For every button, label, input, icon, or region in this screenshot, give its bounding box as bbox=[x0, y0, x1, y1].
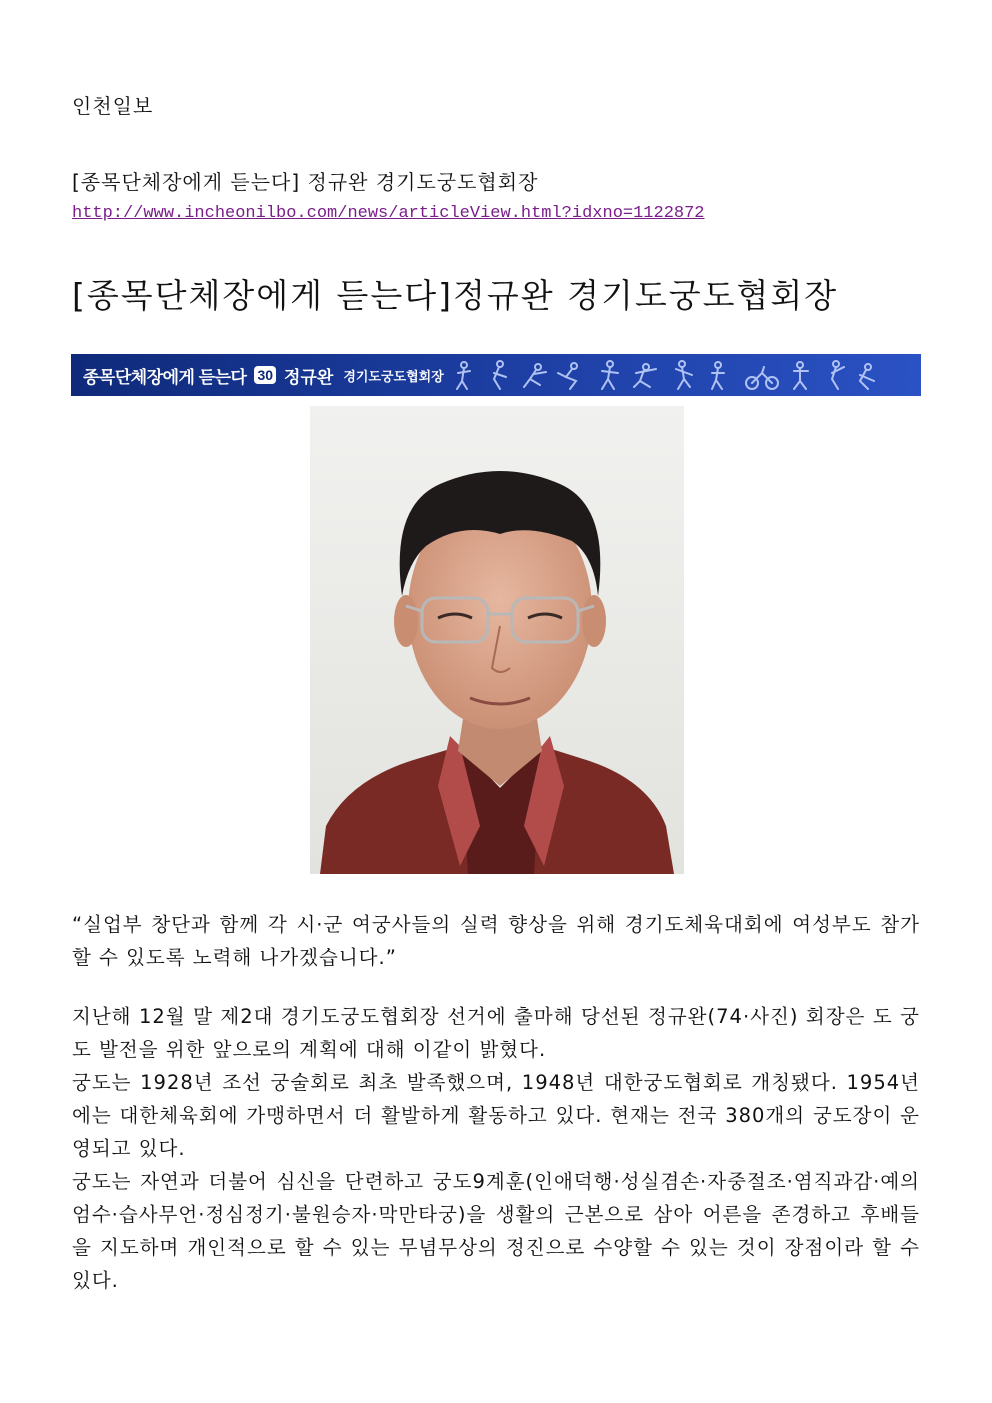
article-link[interactable]: http://www.incheonilbo.com/news/articleView.html?idxno=1122872 bbox=[72, 204, 705, 223]
article-subject: [종목단체장에게 듣는다] 정규완 경기도궁도협회장 bbox=[72, 170, 539, 194]
newspaper-name: 인천일보 bbox=[72, 94, 154, 118]
portrait-illustration bbox=[310, 406, 684, 874]
banner-person-name: 정규완 bbox=[284, 367, 334, 387]
banner-series-label: 종목단체장에게 듣는다 bbox=[83, 367, 247, 387]
body-paragraph: 지난해 12월 말 제2대 경기도궁도협회장 선거에 출마해 당선된 정규완(74·사진) 회장은 도 궁도 발전을 위한 앞으로의 계획에 대해 이같이 밝혔다. bbox=[72, 1005, 920, 1061]
banner-person-title: 경기도궁도협회장 bbox=[343, 368, 444, 384]
banner-series-number: 30 bbox=[254, 366, 276, 384]
article-headline: [종목단체장에게 듣는다]정규완 경기도궁도협회장 bbox=[72, 276, 839, 315]
body-paragraph: 궁도는 자연과 더불어 심신을 단련하고 궁도9계훈(인애덕행·성실겸손·자중절조·염직과감·예의엄수·습사무언·정심정기·불원승자·막만타궁)을 생활의 근본으로 삼아 어른을 존경하고 후배들을 지도하며 개인적으로 할 수 있는 무념무상의 정진으로 수양할 수 있는 것이 장점이라 할 수 있다. bbox=[72, 1170, 920, 1292]
body-paragraph: 궁도는 1928년 조선 궁술회로 최초 발족했으며, 1948년 대한궁도협회로 개칭됐다. 1954년에는 대한체육회에 가맹하면서 더 활발하게 활동하고 있다. 현재는 전국 380개의 궁도장이 운영되고 있다. bbox=[72, 1071, 920, 1160]
series-banner bbox=[71, 354, 921, 396]
lead-quote: “실업부 창단과 함께 각 시·군 여궁사들의 실력 향상을 위해 경기도체육대회에 여성부도 참가할 수 있도록 노력해 나가겠습니다.” bbox=[72, 913, 920, 969]
sports-pictograms-icon bbox=[450, 355, 880, 395]
article-body bbox=[72, 1000, 920, 1297]
portrait-photo bbox=[310, 406, 684, 874]
